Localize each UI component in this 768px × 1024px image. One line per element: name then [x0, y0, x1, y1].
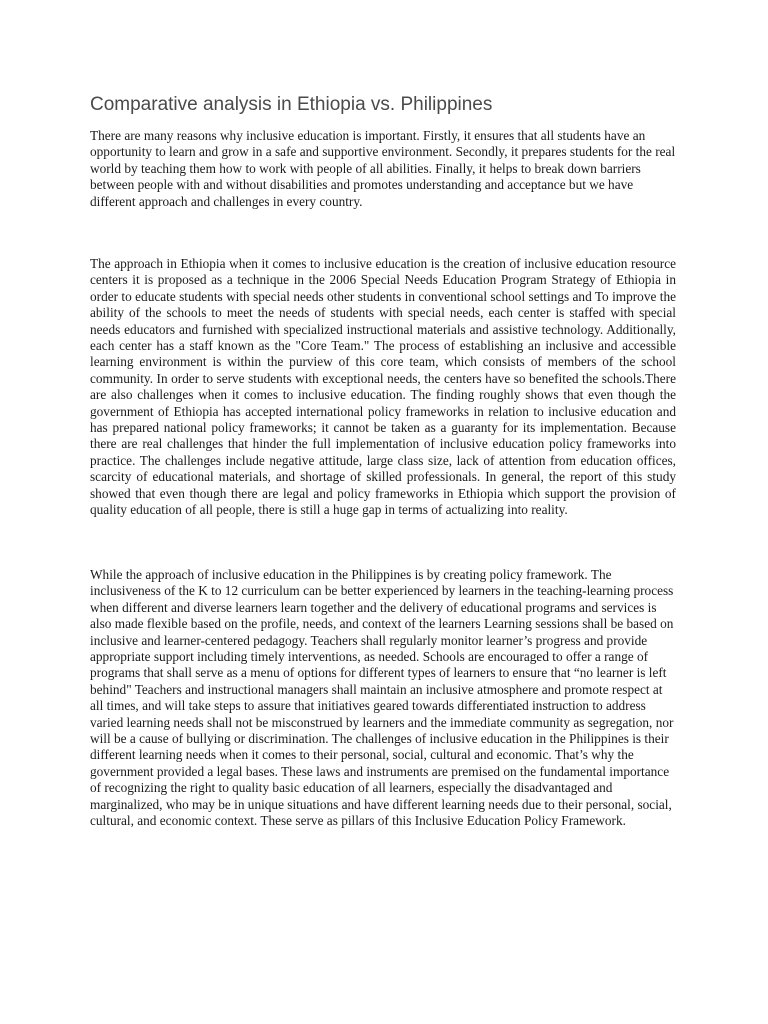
paragraph-philippines: While the approach of inclusive education in the Philippines is by creating policy framework. The inclusiveness of the K to 12 curriculum can be better experienced by learners in the teaching-learning process when different and diverse learners learn together and the delivery of educational programs and services is also made flexible based on the profile, needs, and context of the learners Learning sessions shall be based on inclusive and learner-centered pedagogy. Teachers shall regularly monitor learner’s progress and provide appropriate support including timely interventions, as needed. Schools are encouraged to offer a range of programs that shall serve as a menu of options for different types of learners to ensure that “no learner is left behind" Teachers and instructional managers shall maintain an inclusive atmosphere and promote respect at all times, and will take steps to assure that initiatives geared towards differentiated instruction to address varied learning needs shall not be misconstrued by learners and the immediate community as segregation, nor will be a cause of bullying or discrimination. The challenges of inclusive education in the Philippines is their different learning needs when it comes to their personal, social, cultural and economic. That’s why the government provided a legal bases. These laws and instruments are premised on the fundamental importance of recognizing the right to quality basic education of all learners, especially the disadvantaged and marginalized, who may be in unique situations and have different learning needs due to their personal, social, cultural, and economic context. These serve as pillars of this Inclusive Education Policy Framework.: [90, 567, 674, 829]
document-title: Comparative analysis in Ethiopia vs. Philippines: [90, 94, 493, 115]
paragraph-introduction: There are many reasons why inclusive education is important. Firstly, it ensures that all students have an opportunity to learn and grow in a safe and supportive environment. Secondly, it prepares students for the real world by teaching them how to work with people of all abilities. Finally, it helps to break down barriers between people with and without disabilities and promotes understanding and acceptance but we have different approach and challenges in every country.: [90, 128, 676, 209]
paragraph-ethiopia: The approach in Ethiopia when it comes to inclusive education is the creation of inclusive education resource centers it is proposed as a technique in the 2006 Special Needs Education Program Strategy of Ethiopia in order to educate students with special needs other students in conventional school settings and To improve the ability of the schools to meet the needs of students with special needs, each center is staffed with special needs educators and furnished with specialized instructional materials and assistive technology. Additionally, each center has a staff known as the "Core Team." The process of establishing an inclusive and accessible learning environment is within the purview of this core team, which consists of members of the school community. In order to serve students with exceptional needs, the centers have so benefited the schools.There are also challenges when it comes to inclusive education. The finding roughly shows that even though the government of Ethiopia has accepted international policy frameworks in relation to inclusive education and has prepared national policy frameworks; it cannot be taken as a guaranty for its implementation. Because there are real challenges that hinder the full implementation of inclusive education policy frameworks into practice. The challenges include negative attitude, large class size, lack of attention from education offices, scarcity of educational materials, and shortage of skilled professionals. In general, the report of this study showed that even though there are legal and policy frameworks in Ethiopia which support the provision of quality education of all people, there is still a huge gap in terms of actualizing into reality.: [90, 256, 676, 518]
